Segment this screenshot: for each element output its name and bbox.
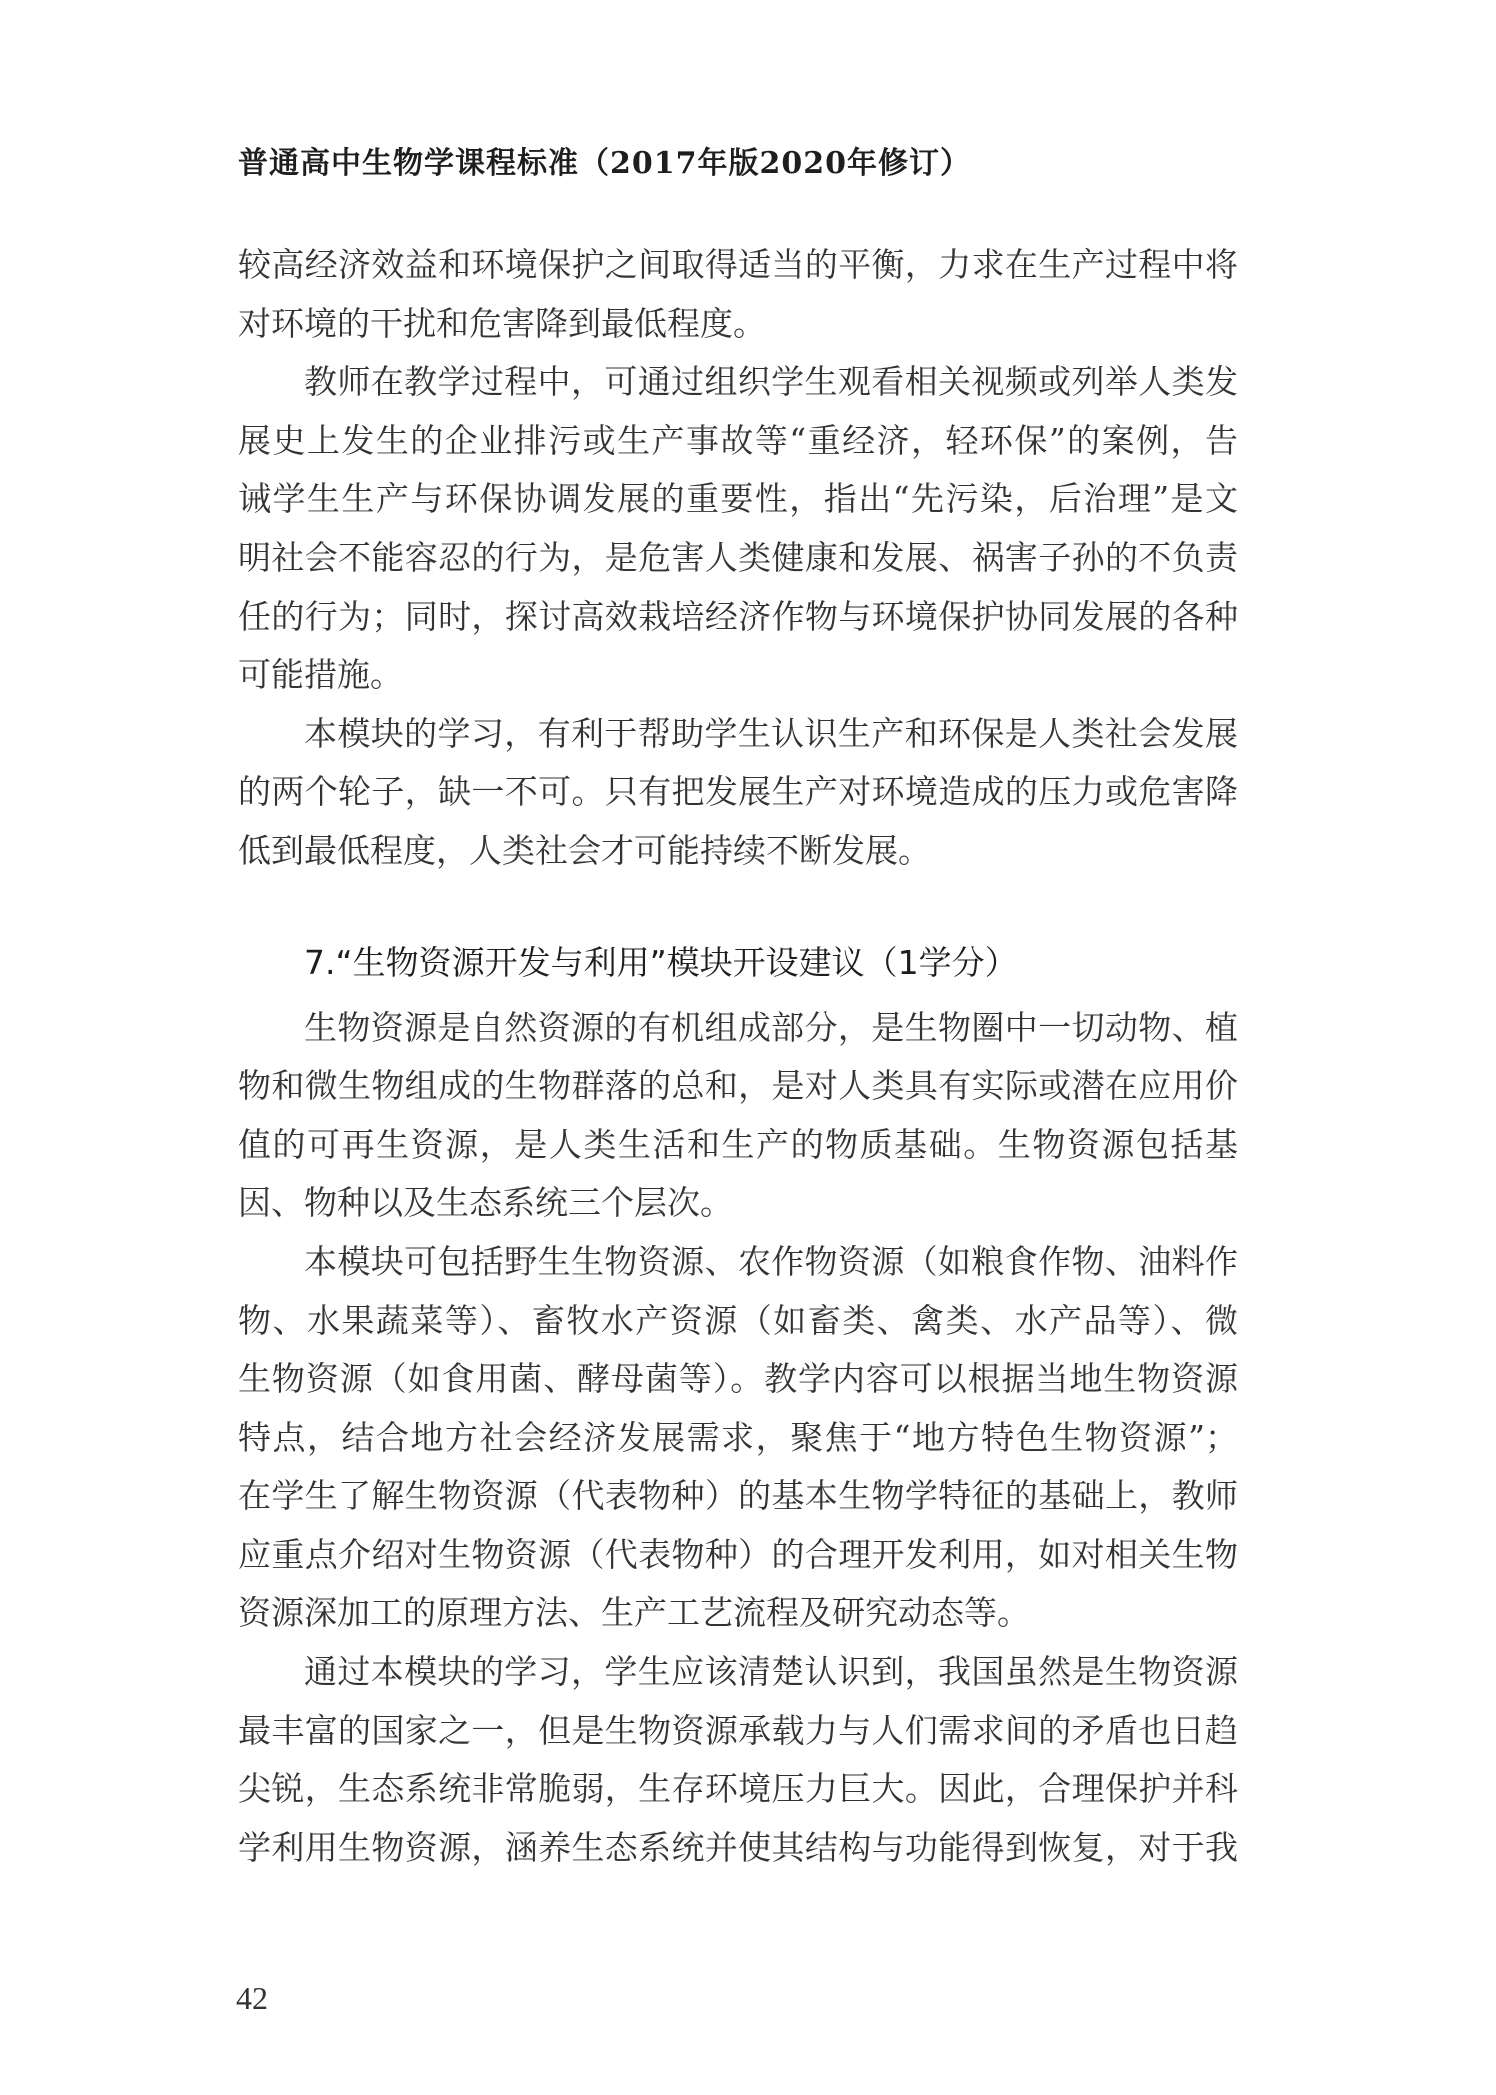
text-line: 本模块可包括野生生物资源、农作物资源（如粮食作物、油料作 [304,1241,1238,1281]
section-spacer [238,881,1238,927]
text-line: 较高经济效益和环境保护之间取得适当的平衡，力求在生产过程中将 [238,245,1238,284]
text-line: 特点，结合地方社会经济发展需求，聚焦于“地方特色生物资源”； [238,1417,1238,1457]
paragraph [238,999,1238,1233]
paragraph [238,705,1238,881]
page-number: 42 [236,1980,268,2016]
section-heading: 7.“生物资源开发与利用”模块开设建议（1学分） [304,942,1018,982]
paragraph [238,353,1238,705]
text-line: 展史上发生的企业排污或生产事故等“重经济，轻环保”的案例，告 [238,420,1238,460]
paragraph [238,1643,1238,1877]
text-line: 在学生了解生物资源（代表物种）的基本生物学特征的基础上，教师 [238,1476,1238,1516]
text-line: 可能措施。 [238,655,403,695]
text-line: 教师在教学过程中，可通过组织学生观看相关视频或列举人类发 [304,362,1238,402]
text-line: 生物资源（如食用菌、酵母菌等）。教学内容可以根据当地生物资源 [238,1359,1238,1399]
text-line: 的两个轮子，缺一不可。只有把发展生产对环境造成的压力或危害降 [238,772,1238,812]
text-line: 诫学生生产与环保协调发展的重要性，指出“先污染，后治理”是文 [238,479,1238,519]
body-text [238,236,1238,1877]
paragraph [238,236,1238,353]
text-line: 值的可再生资源，是人类生活和生产的物质基础。生物资源包括基 [238,1124,1238,1164]
paragraph [238,1233,1238,1643]
text-line: 应重点介绍对生物资源（代表物种）的合理开发利用，如对相关生物 [238,1534,1238,1574]
text-line: 本模块的学习，有利于帮助学生认识生产和环保是人类社会发展 [304,713,1238,753]
text-line: 资源深加工的原理方法、生产工艺流程及研究动态等。 [238,1593,1030,1633]
text-line: 对环境的干扰和危害降到最低程度。 [238,303,766,343]
text-line: 物、水果蔬菜等）、畜牧水产资源（如畜类、禽类、水产品等）、微 [238,1300,1238,1340]
text-line: 尖锐，生态系统非常脆弱，生存环境压力巨大。因此，合理保护并科 [238,1769,1238,1809]
text-line: 生物资源是自然资源的有机组成部分，是生物圈中一切动物、植 [304,1007,1238,1047]
text-line: 通过本模块的学习，学生应该清楚认识到，我国虽然是生物资源 [304,1652,1238,1692]
text-line: 明社会不能容忍的行为，是危害人类健康和发展、祸害子孙的不负责 [238,537,1238,577]
text-line: 低到最低程度，人类社会才可能持续不断发展。 [238,830,931,870]
text-line: 物和微生物组成的生物群落的总和，是对人类具有实际或潜在应用价 [238,1066,1238,1106]
running-header: 普通高中生物学课程标准（2017年版2020年修订） [238,146,971,181]
text-line: 最丰富的国家之一，但是生物资源承载力与人们需求间的矛盾也日趋 [238,1710,1238,1750]
text-line: 任的行为；同时，探讨高效栽培经济作物与环境保护协同发展的各种 [238,596,1238,636]
text-line: 因、物种以及生态系统三个层次。 [238,1183,733,1223]
text-line: 学利用生物资源，涵养生态系统并使其结构与功能得到恢复，对于我 [238,1827,1238,1867]
